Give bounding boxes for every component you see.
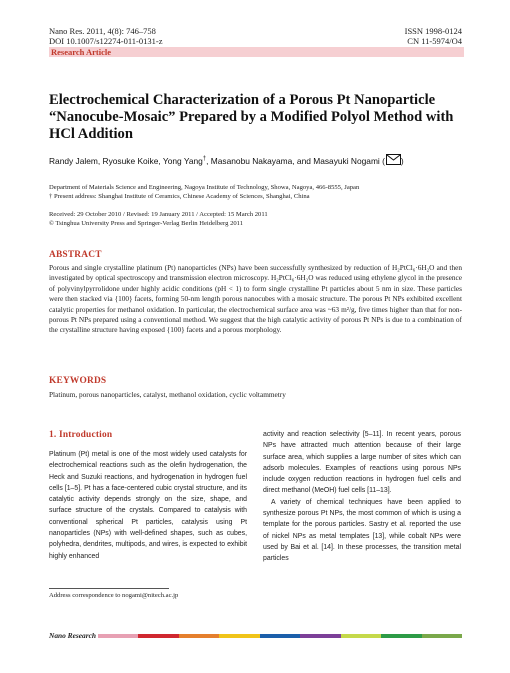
footer-journal-name: Nano Research bbox=[49, 631, 97, 640]
issn-line: ISSN 1998-0124 bbox=[404, 26, 462, 36]
footer-color-segment bbox=[219, 634, 259, 638]
affiliations bbox=[49, 183, 469, 201]
paper-title: Electrochemical Characterization of a Porous Pt Nanoparticle “Nanocube-Mosaic” Prepared by a Modified Polyol Method with HCl Addition bbox=[49, 92, 454, 142]
abstract-heading: ABSTRACT bbox=[49, 250, 102, 260]
footer-color-segment bbox=[341, 634, 381, 638]
introduction-heading: 1. Introduction bbox=[49, 430, 113, 440]
footer-color-segment bbox=[422, 634, 462, 638]
authors-part-1: Randy Jalem, Ryosuke Koike, Yong Yang bbox=[49, 156, 203, 166]
article-type-banner: Research Article bbox=[49, 47, 464, 57]
footer-color-segment bbox=[179, 634, 219, 638]
cn-line: CN 11-5974/O4 bbox=[407, 36, 462, 46]
journal-line: Nano Res. 2011, 4(8): 746–758 bbox=[49, 26, 156, 36]
left-column bbox=[49, 449, 247, 562]
intro-paragraph-1: Platinum (Pt) metal is one of the most widely used catalysts for electrochemical reactions such as the olefin hydrogenation, the Heck and Suzuki reactions, and hydrogenation in hydrogen fuel cells [1–5]. Pt has a face-centered cubic crystal structure, and its catalytic activity depends strongly on the size, shape, and surface structure of the crystals. Compared to catalysis with conventional spherical Pt particles, catalysis using Pt nanoparticles (NPs) with well-defined shapes, such as cubes, polyhedra, dendrites, multipods, and wires, is expected to exhibit highly enhanced bbox=[49, 451, 247, 560]
envelope-icon[interactable] bbox=[386, 154, 401, 165]
correspondence-footnote: Address correspondence to nogami@nitech.ac.jp bbox=[49, 592, 179, 599]
footer-color-segment bbox=[300, 634, 340, 638]
abstract-text: Porous and single crystalline platinum (Pt) nanoparticles (NPs) have been successfully synthesized by reduction of H₂PtCl₆·6H₂O and then investigated by optical spectroscopy and transmission electron microscopy. H₂PtCl₆·6H₂O was reduced using ethylene glycol in the presence of polyvinylpyrrolidone under highly acidic conditions (pH < 1) to form single crystalline Pt particles about 5 nm in size. These particles were then stacked via {100} facets, forming 50-nm length porous nanocubes with a mosaic structure. The porous Pt NPs exhibited excellent catalytic properties for methanol oxidation. In particular, the electrochemical surface area was ~63 m²/g, five times higher than that for non-porous Pt NPs prepared using a conventional method. We suggest that the high catalytic activity of porous Pt NPs is due to a combination of the crystalline structure having exposed {100} facets and a porous morphology. bbox=[49, 263, 462, 335]
journal-citation bbox=[49, 26, 162, 46]
footer-color-segment bbox=[381, 634, 421, 638]
dagger-mark: † bbox=[202, 156, 207, 163]
article-history bbox=[49, 210, 469, 228]
authors-closing: ) bbox=[400, 156, 404, 166]
footer-color-bar bbox=[98, 634, 462, 638]
footer-color-segment bbox=[98, 634, 138, 638]
copyright-line: © Tsinghua University Press and Springer-Verlag Berlin Heidelberg 2011 bbox=[49, 220, 244, 227]
affiliation-main: Department of Materials Science and Engineering, Nagoya Institute of Technology, Showa, Nagoya, 466-8555, Japan bbox=[49, 184, 360, 191]
footnote-divider bbox=[49, 588, 169, 589]
keywords-heading: KEYWORDS bbox=[49, 376, 107, 386]
doi-line: DOI 10.1007/s12274-011-0131-z bbox=[49, 36, 163, 46]
intro-paragraph-2: A variety of chemical techniques have been applied to synthesize porous Pt NPs, the most common of which is using a template for the porous particles. Sastry et al. reported the use of nickel NPs as metal templates [13], while cobalt NPs were used by Bai et al. [14]. In these processes, the transition metal particles bbox=[263, 498, 461, 563]
footer-color-segment bbox=[138, 634, 178, 638]
journal-identifiers bbox=[405, 26, 462, 46]
author-list bbox=[49, 154, 469, 166]
footer-color-segment bbox=[260, 634, 300, 638]
received-dates: Received: 29 October 2010 / Revised: 19 January 2011 / Accepted: 15 March 2011 bbox=[49, 211, 268, 218]
affiliation-present-address: † Present address: Shanghai Institute of Ceramics, Chinese Academy of Sciences, Shanghai, China bbox=[49, 193, 310, 200]
keywords-text: Platinum, porous nanoparticles, catalyst, methanol oxidation, cyclic voltammetry bbox=[49, 390, 286, 399]
authors-part-2: , Masanobu Nakayama, and Masayuki Nogami ( bbox=[206, 156, 385, 166]
right-column bbox=[263, 429, 461, 565]
intro-paragraph-1-continued: activity and reaction selectivity [5–11]. In recent years, porous NPs have attracted much attention because of their large surface area, which supplies a large number of sites which can adsorb molecules. Examples of reactions using porous NPs include oxygen reduction reactions in hydrogen fuel cells and direct methanol (MeOH) fuel cells [11–13]. bbox=[263, 431, 461, 495]
